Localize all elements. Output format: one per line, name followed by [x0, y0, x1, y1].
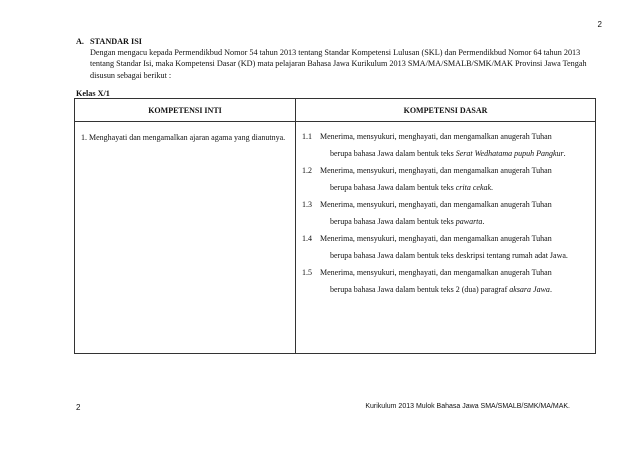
- kd-line2-end: .: [549, 285, 552, 294]
- table-row: [75, 122, 596, 354]
- header-kompetensi-inti: KOMPETENSI INTI: [75, 99, 296, 122]
- kd-line2: [320, 281, 590, 298]
- page-number-top: 2: [597, 20, 602, 29]
- kd-line1: Menerima, mensyukuri, menghayati, dan mengamalkan anugerah Tuhan: [320, 200, 552, 209]
- kd-line2-emphasis: pawarta: [455, 217, 483, 226]
- kd-line2: [320, 247, 590, 264]
- kd-cell: [296, 122, 596, 354]
- table-header-row: [75, 99, 596, 122]
- kd-text: [320, 162, 590, 196]
- kd-line2-end: .: [563, 149, 566, 158]
- kd-text: [320, 230, 590, 264]
- kd-item: [302, 196, 590, 230]
- kd-item: [302, 162, 590, 196]
- kd-line1: Menerima, mensyukuri, menghayati, dan mengamalkan anugerah Tuhan: [320, 166, 552, 175]
- kd-line2-text: berupa bahasa Jawa dalam bentuk teks: [330, 183, 456, 192]
- ki-cell: [75, 122, 296, 354]
- kelas-label: Kelas X/1: [76, 89, 110, 98]
- section-paragraph: Dengan mengacu kepada Permendikbud Nomor 54 tahun 2013 tentang Standar Kompetensi Lulusan (SKL) dan Permendikbud Nomor 64 tahun 2013 tentang Standar Isi, maka Kompetensi Dasar (KD) mata pelajaran Bahasa Jawa Kurikulum 2013 SMA/MA/SMALB/SMK/MAK Provinsi Jawa Tengah disusun sebagai berikut :: [90, 48, 587, 80]
- kd-line2-emphasis: Serat Wedhatama pupuh Pangkur: [455, 149, 564, 158]
- kd-text: [320, 196, 590, 230]
- kd-list: [297, 123, 594, 298]
- kd-item: [302, 264, 590, 298]
- kd-line1: Menerima, mensyukuri, menghayati, dan mengamalkan anugerah Tuhan: [320, 268, 552, 277]
- section-title: STANDAR ISI: [90, 37, 142, 46]
- header-kompetensi-dasar: KOMPETENSI DASAR: [296, 99, 596, 122]
- kd-line2-text: berupa bahasa Jawa dalam bentuk teks: [330, 217, 456, 226]
- kd-line1: Menerima, mensyukuri, menghayati, dan mengamalkan anugerah Tuhan: [320, 132, 552, 141]
- section-marker: A.: [76, 37, 84, 46]
- kd-number: 1.2: [302, 166, 312, 175]
- competency-table: [74, 98, 596, 354]
- kd-line1: Menerima, mensyukuri, menghayati, dan mengamalkan anugerah Tuhan: [320, 234, 552, 243]
- kd-item: [302, 128, 590, 162]
- kd-line2-end: .: [482, 217, 485, 226]
- kd-line2-text: berupa bahasa Jawa dalam bentuk teks: [330, 149, 456, 158]
- kd-line2-emphasis: crita cekak: [455, 183, 492, 192]
- kd-number: 1.4: [302, 234, 312, 243]
- page-number-footer: 2: [76, 403, 81, 412]
- footer-text: Kurikulum 2013 Mulok Bahasa Jawa SMA/SMALB/SMK/MA/MAK.: [365, 403, 570, 410]
- kd-text: [320, 264, 590, 298]
- kd-line2: [320, 179, 590, 196]
- kd-item: [302, 230, 590, 264]
- ki-text: 1. Menghayati dan mengamalkan ajaran agama yang dianutnya.: [81, 133, 286, 142]
- kd-number: 1.3: [302, 200, 312, 209]
- kd-text: [320, 128, 590, 162]
- kd-line2-text: berupa bahasa Jawa dalam bentuk teks deskripsi tentang rumah adat Jawa.: [330, 251, 568, 260]
- kd-number: 1.5: [302, 268, 312, 277]
- kd-line2: [320, 145, 590, 162]
- kd-number: 1.1: [302, 132, 312, 141]
- kd-line2-text: berupa bahasa Jawa dalam bentuk teks 2 (dua) paragraf: [330, 285, 510, 294]
- section-standar-isi: [76, 36, 596, 81]
- kd-line2: [320, 213, 590, 230]
- kd-line2-end: .: [491, 183, 494, 192]
- kd-line2-emphasis: aksara Jawa: [509, 285, 550, 294]
